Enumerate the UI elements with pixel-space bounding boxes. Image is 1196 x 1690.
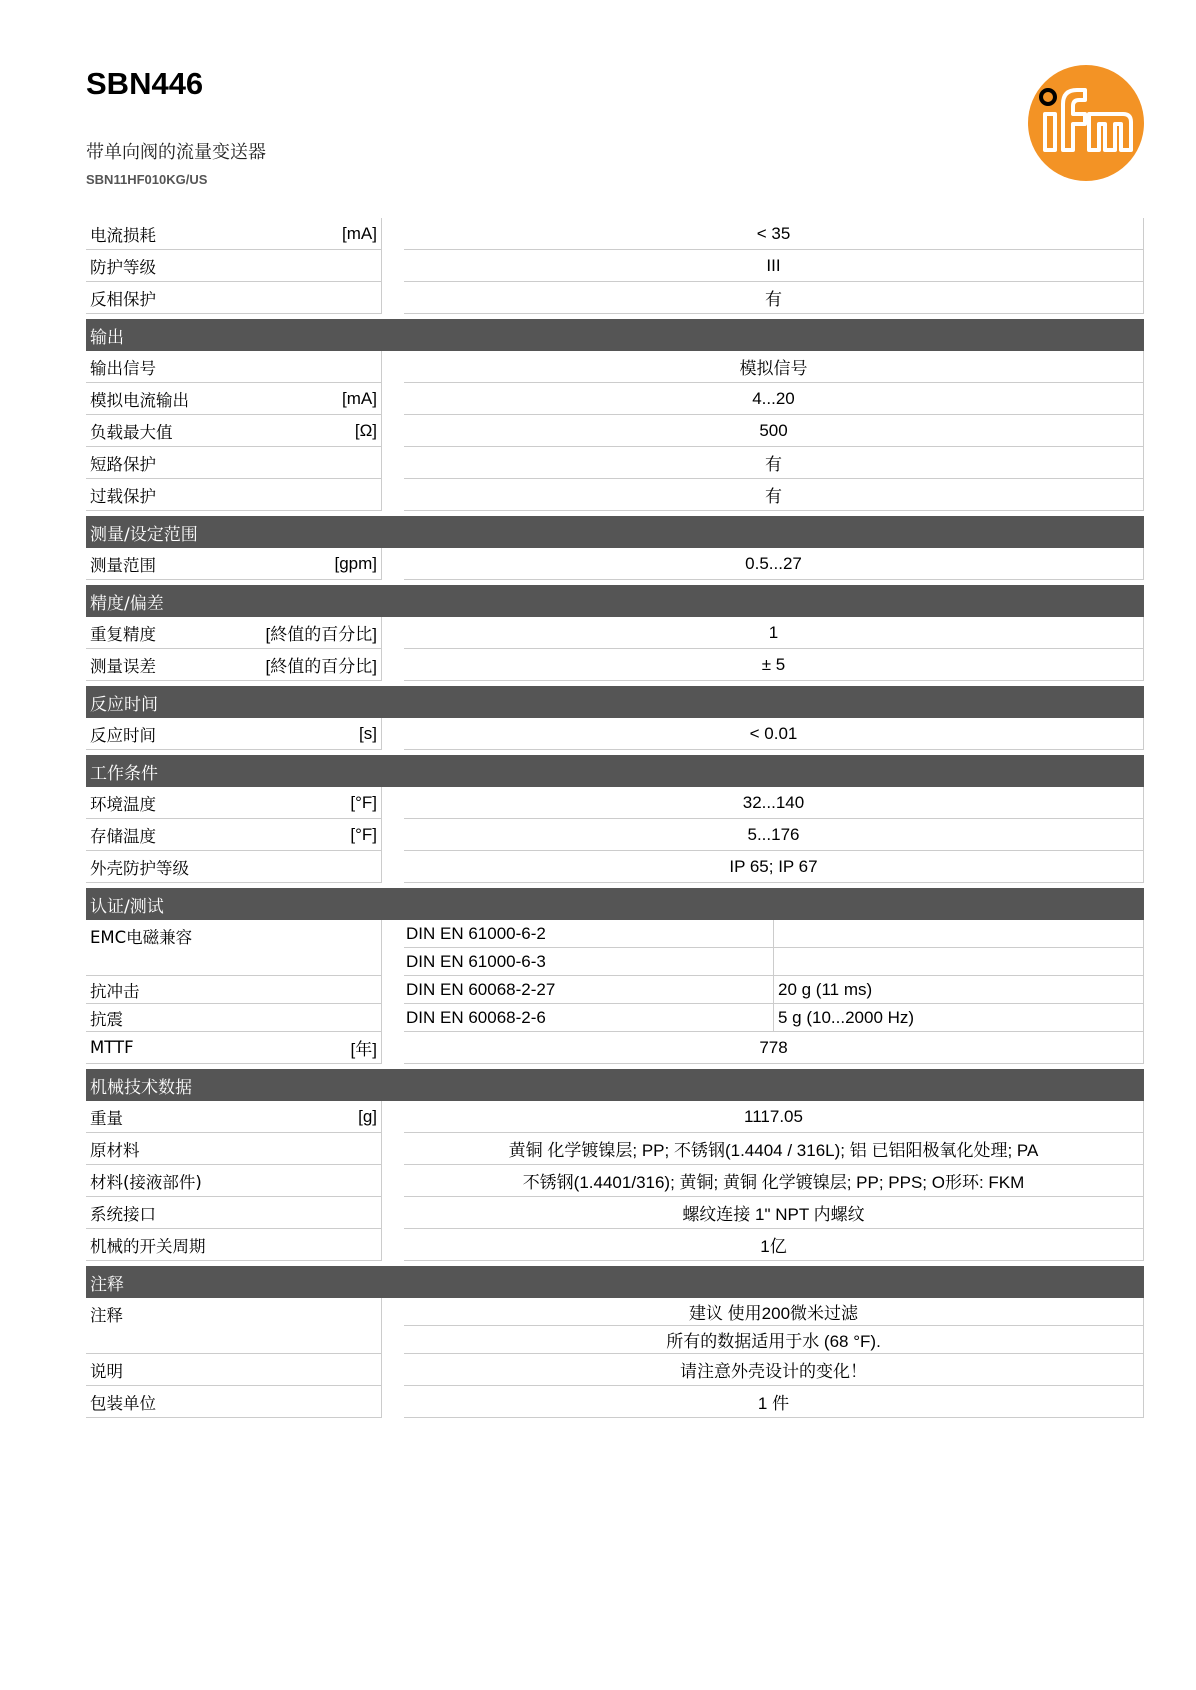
ifm-logo: [1027, 64, 1145, 182]
spec-row: [86, 617, 1144, 649]
product-title: SBN446: [86, 66, 204, 101]
section-header-accuracy: 精度/偏差: [86, 585, 1144, 617]
spec-row: [86, 718, 1144, 750]
spec-label: 模拟电流输出: [90, 390, 189, 410]
spec-label: 反应时间: [90, 725, 156, 745]
spec-label: 环境温度: [90, 794, 156, 814]
spec-unit: [終值的百分比]: [265, 657, 377, 676]
spec-row: [86, 819, 1144, 851]
spec-unit: [mA]: [342, 223, 377, 243]
spec-label-cell: [86, 447, 382, 479]
note-line: 建议 使用200微米过滤: [404, 1298, 1143, 1326]
spec-row: [86, 851, 1144, 883]
spec-value: 1: [404, 617, 1144, 649]
spec-row-protection-class: [86, 250, 1144, 282]
spec-label: MTTF: [90, 1038, 134, 1057]
spec-row: [86, 548, 1144, 580]
spec-label-cell: [86, 1004, 382, 1032]
spec-value: 5...176: [404, 819, 1144, 851]
spec-label: 输出信号: [90, 358, 156, 378]
test-detail: 5 g (10...2000 Hz): [774, 1004, 1144, 1032]
spec-label-cell: [86, 282, 382, 314]
spec-row: [86, 787, 1144, 819]
spec-unit: [°F]: [350, 792, 377, 812]
spec-label-cell: [86, 1197, 382, 1229]
test-standard: DIN EN 61000-6-2: [404, 920, 774, 948]
spec-label-cell: [86, 218, 382, 250]
spec-label-cell: [86, 1101, 382, 1133]
spec-value: 模拟信号: [404, 351, 1144, 383]
spec-value: 778: [404, 1032, 1144, 1064]
spec-label: 重量: [90, 1108, 123, 1128]
section-header-tests: 认证/测试: [86, 888, 1144, 920]
spec-label-cell: [86, 819, 382, 851]
spec-row-shock: [86, 976, 1144, 1004]
section-header-output: 输出: [86, 319, 1144, 351]
spec-label-cell: [86, 617, 382, 649]
spec-value: < 35: [404, 218, 1144, 250]
spec-label: 反相保护: [90, 289, 156, 309]
notes-values: [404, 1298, 1144, 1354]
spec-value: 500: [404, 415, 1144, 447]
spec-label-cell: [86, 920, 382, 976]
section-header-response: 反应时间: [86, 686, 1144, 718]
spec-label-cell: [86, 851, 382, 883]
spec-row: [86, 649, 1144, 681]
spec-label: 抗冲击: [90, 981, 140, 1001]
spec-row-emc: [86, 920, 1144, 976]
spec-label: 短路保护: [90, 454, 156, 474]
spec-value: 1亿: [404, 1229, 1144, 1261]
spec-label-cell: [86, 1165, 382, 1197]
spec-unit: [年]: [350, 1040, 377, 1059]
spec-label-cell: [86, 548, 382, 580]
spec-unit: [gpm]: [334, 553, 377, 573]
spec-label-cell: [86, 415, 382, 447]
emc-standards: [404, 920, 1144, 976]
spec-value: 有: [404, 447, 1144, 479]
spec-value: 请注意外壳设计的变化！: [404, 1354, 1144, 1386]
spec-label-cell: [86, 250, 382, 282]
spec-row-notes: [86, 1298, 1144, 1354]
spec-row: [86, 1101, 1144, 1133]
spec-value: 螺纹连接 1" NPT 内螺纹: [404, 1197, 1144, 1229]
spec-label: 系统接口: [90, 1204, 156, 1224]
spec-row: [86, 1197, 1144, 1229]
spec-value: 0.5...27: [404, 548, 1144, 580]
spec-value: 1117.05: [404, 1101, 1144, 1133]
test-detail: [774, 920, 1144, 948]
spec-label: 材料(接液部件): [90, 1172, 202, 1192]
spec-value: 4...20: [404, 383, 1144, 415]
section-header-operating: 工作条件: [86, 755, 1144, 787]
spec-label: 过载保护: [90, 486, 156, 506]
spec-row: [86, 1133, 1144, 1165]
spec-label: EMC电磁兼容: [90, 928, 193, 947]
spec-label: 测量范围: [90, 555, 156, 575]
spec-label-cell: [86, 976, 382, 1004]
spec-unit: [Ω]: [354, 420, 377, 440]
spec-unit: [s]: [359, 723, 377, 743]
spec-table: [86, 218, 1144, 1418]
spec-row: [86, 1229, 1144, 1261]
spec-row-mttf: [86, 1032, 1144, 1064]
spec-label-cell: [86, 1386, 382, 1418]
spec-value: 32...140: [404, 787, 1144, 819]
spec-row: [86, 1165, 1144, 1197]
spec-unit: [°F]: [350, 824, 377, 844]
spec-label-cell: [86, 787, 382, 819]
spec-unit: [mA]: [342, 388, 377, 408]
test-standard: DIN EN 60068-2-6: [404, 1004, 774, 1032]
spec-label: 存储温度: [90, 826, 156, 846]
spec-row: [86, 415, 1144, 447]
spec-value: 1 件: [404, 1386, 1144, 1418]
spec-label: 外壳防护等级: [90, 858, 189, 878]
spec-value: 黄铜 化学镀镍层; PP; 不锈钢(1.4404 / 316L); 铝 已铝阳极氧化处理; PA: [404, 1133, 1144, 1165]
spec-row: [86, 351, 1144, 383]
spec-label: 说明: [90, 1361, 123, 1381]
spec-row: [86, 479, 1144, 511]
spec-label: 注释: [90, 1306, 123, 1325]
spec-label: 抗震: [90, 1009, 123, 1029]
spec-label: 包装单位: [90, 1393, 156, 1413]
spec-label: 重复精度: [90, 624, 156, 644]
spec-label-cell: [86, 1354, 382, 1386]
section-header-range: 测量/设定范围: [86, 516, 1144, 548]
spec-row: [86, 1354, 1144, 1386]
section-header-mechanical: 机械技术数据: [86, 1069, 1144, 1101]
test-detail: [774, 948, 1144, 976]
spec-label-cell: [86, 649, 382, 681]
test-standard: DIN EN 60068-2-27: [404, 976, 774, 1004]
note-line: 所有的数据适用于水 (68 °F).: [666, 1332, 881, 1351]
spec-label-cell: [86, 718, 382, 750]
spec-value: 不锈钢(1.4401/316); 黄铜; 黄铜 化学镀镍层; PP; PPS; O形环: FKM: [404, 1165, 1144, 1197]
spec-row: [86, 447, 1144, 479]
spec-label-cell: [86, 1298, 382, 1354]
spec-row-reverse-polarity: [86, 282, 1144, 314]
spec-row: [86, 383, 1144, 415]
spec-label: 测量误差: [90, 656, 156, 676]
product-subtitle: 带单向阀的流量变送器: [86, 142, 266, 163]
test-detail: 20 g (11 ms): [774, 976, 1144, 1004]
spec-value: III: [404, 250, 1144, 282]
spec-label: 电流损耗: [90, 225, 156, 245]
spec-label: 机械的开关周期: [90, 1236, 206, 1256]
spec-unit: [終值的百分比]: [265, 625, 377, 644]
spec-value: 有: [404, 479, 1144, 511]
spec-unit: [g]: [358, 1106, 377, 1126]
spec-label: 原材料: [90, 1140, 140, 1160]
spec-label-cell: [86, 383, 382, 415]
product-code: SBN11HF010KG/US: [86, 172, 208, 187]
spec-value: < 0.01: [404, 718, 1144, 750]
spec-row-current: [86, 218, 1144, 250]
spec-label-cell: [86, 1032, 382, 1064]
spec-value: 有: [404, 282, 1144, 314]
spec-label: 防护等级: [90, 257, 156, 277]
spec-row-vibration: [86, 1004, 1144, 1032]
test-standard: DIN EN 61000-6-3: [404, 948, 774, 976]
spec-row: [86, 1386, 1144, 1418]
section-header-notes: 注释: [86, 1266, 1144, 1298]
spec-label-cell: [86, 1133, 382, 1165]
spec-value: IP 65; IP 67: [404, 851, 1144, 883]
spec-label-cell: [86, 479, 382, 511]
spec-label-cell: [86, 351, 382, 383]
spec-label: 负载最大值: [90, 422, 173, 442]
spec-label-cell: [86, 1229, 382, 1261]
spec-value: ± 5: [404, 649, 1144, 681]
